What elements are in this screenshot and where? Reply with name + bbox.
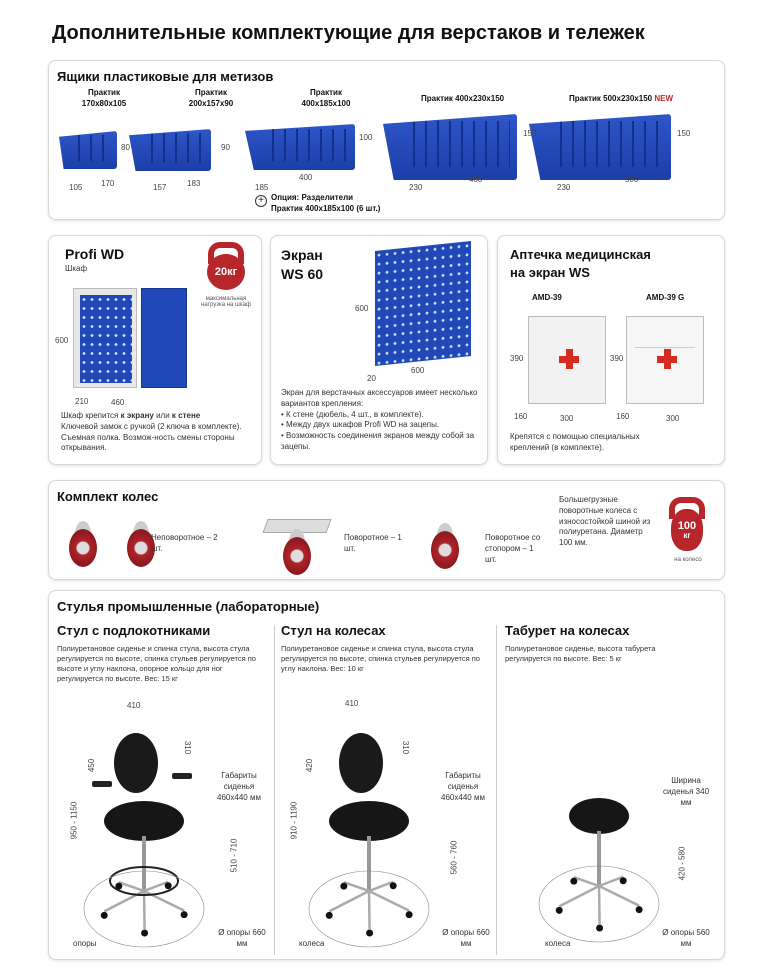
- aid-cabinet-image: [528, 316, 606, 404]
- chair-leg: [344, 882, 369, 891]
- wheels-heading: Комплект колес: [57, 489, 159, 504]
- dim-label: 300: [666, 414, 680, 423]
- dim-label: 390: [610, 354, 624, 363]
- chair-title: Стул с подлокотниками: [57, 623, 211, 638]
- wheel-image: [431, 531, 459, 569]
- swivel-plate: [262, 519, 331, 533]
- profi-subtitle: Шкаф: [65, 264, 88, 273]
- dim-label: 160: [616, 412, 630, 421]
- base-label: Ø опоры 660 мм: [218, 928, 266, 948]
- chair-caster: [596, 924, 603, 931]
- dim-label: 80: [121, 143, 130, 152]
- dim-label: 400: [469, 175, 483, 184]
- dim-label: 420 - 580: [677, 846, 687, 881]
- bottom-label: колеса: [299, 939, 325, 948]
- chair-caster: [570, 878, 577, 885]
- dim-label: 230: [557, 183, 571, 192]
- dim-label: 600: [411, 366, 425, 375]
- chair-leg: [599, 886, 639, 906]
- chair-leg: [144, 882, 168, 891]
- chair-desc: Полиуретановое сиденье и спинка стула, высота стула регулируется по высоте, спинка стульев регулируется по углу наклона. Вес: 10 кг: [281, 644, 480, 674]
- dim-label: 150: [677, 129, 691, 138]
- bin-image: [59, 131, 117, 169]
- base-label: Ø опоры 560 мм: [662, 928, 710, 948]
- bin-label: Практик 400x230x150: [421, 94, 505, 103]
- dim-label: 460: [111, 398, 125, 407]
- bin-image: [383, 114, 517, 180]
- kettlebell-icon: 20кг: [207, 254, 245, 290]
- seat-label: Ширина сиденья 340 мм: [662, 776, 710, 807]
- bin-label: Практик 500x230x150 NEW: [569, 94, 673, 103]
- chair-caster: [181, 911, 188, 918]
- chair-caster: [390, 882, 397, 889]
- dim-label: 950 - 1150: [69, 801, 79, 840]
- bin-image: [245, 124, 355, 170]
- profi-desc: Шкаф крепится к экрану или к стене Ключевой замок с ручкой (2 ключа в комплекте). Съемная полка. Возмож-ность смены стороны открывания.: [61, 411, 242, 453]
- chair-leg: [369, 891, 409, 911]
- bottom-label: опоры: [73, 939, 97, 948]
- chair-leg: [329, 891, 369, 911]
- cabinet-image: [73, 288, 137, 388]
- dim-label: 310: [401, 740, 411, 755]
- profi-title: Profi WD: [65, 246, 125, 262]
- aid-desc: Крепятся с помощью специальных креплений (в комплекте).: [510, 432, 640, 452]
- chair-leg: [369, 891, 370, 929]
- dim-label: 210: [75, 397, 89, 406]
- wheel-image: [283, 537, 311, 575]
- bin-label: Практик 200x157x90: [188, 88, 234, 109]
- model-label: AMD-39 G: [646, 293, 685, 302]
- chair-title: Стул на колесах: [281, 623, 386, 638]
- bin-label: Практик 400x185x100: [301, 88, 351, 109]
- screen-desc: Экран для верстачных аксессуаров имеет несколько вариантов крепления: • К стене (дюбель, 4 шт., в комплекте). • Между двух шкафов Profi WD на зацепы. • Возможность соединения экранов между собой за зацепы.: [281, 388, 478, 451]
- dim-label: 170: [101, 179, 115, 188]
- chair-leg: [599, 886, 600, 924]
- pegboard-image: [375, 241, 471, 366]
- aid-title: Аптечка медицинская: [510, 247, 651, 262]
- base-label: Ø опоры 660 мм: [442, 928, 490, 948]
- armrest: [172, 773, 192, 779]
- chair-caster: [366, 929, 373, 936]
- wheel-label: Неповоротное – 2 шт.: [151, 533, 218, 553]
- chair-leg: [559, 886, 599, 906]
- bin-image: [129, 129, 211, 171]
- bin-image: [529, 114, 671, 180]
- chairs-heading: Стулья промышленные (лабораторные): [57, 599, 320, 614]
- dim-label: 450: [87, 758, 97, 773]
- dim-label: 157: [153, 183, 167, 192]
- dim-label: 560 - 760: [449, 840, 459, 875]
- bottom-label: колеса: [545, 939, 571, 948]
- screen-model: WS 60: [281, 265, 324, 282]
- kettlebell-icon: 100 кг: [671, 509, 703, 551]
- wheel-image: [69, 529, 97, 567]
- stool-title: Табурет на колесах: [505, 623, 630, 638]
- dim-label: 185: [255, 183, 269, 192]
- bin-label: Практик 170x80x105: [81, 88, 127, 109]
- dim-label: 20: [367, 374, 376, 383]
- chair-caster: [406, 911, 413, 918]
- dim-label: 600: [355, 304, 369, 313]
- bins-heading: Ящики пластиковые для метизов: [57, 69, 274, 84]
- dim-label: 300: [560, 414, 574, 423]
- dim-label: 510 - 710: [229, 838, 239, 873]
- plus-icon: +: [255, 195, 267, 207]
- chair-desc: Полиуретановое сиденье и спинка стула, высота стула регулируется по высоте, спинка стульев регулируется по высоте и углу наклона, опорное кольцо для ног регулируется по высоте. Вес: 15 кг: [57, 644, 256, 684]
- bins-card: [48, 60, 725, 220]
- dim-label: 183: [187, 179, 201, 188]
- seat-label: Габариты сиденья 460x440 мм: [217, 771, 261, 802]
- cabinet-door: [141, 288, 187, 388]
- dim-label: 90: [221, 143, 230, 152]
- dim-label: 105: [69, 183, 83, 192]
- wheel-label: Поворотное – 1 шт.: [344, 533, 402, 553]
- chair-leg: [574, 877, 599, 886]
- chair-leg: [119, 882, 144, 891]
- dim-label: 230: [409, 183, 423, 192]
- option-note: Опция: Разделители Практик 400x185x100 (6 шт.): [271, 193, 381, 213]
- chair-leg: [144, 891, 145, 929]
- chair-caster: [340, 883, 347, 890]
- model-label: AMD-39: [532, 293, 562, 302]
- dim-label: 500: [625, 175, 639, 184]
- dim-label: 310: [183, 740, 193, 755]
- dim-label: 390: [510, 354, 524, 363]
- dim-label: 420: [305, 758, 315, 773]
- dim-label: 910 - 1190: [289, 801, 299, 840]
- seat-label: Габариты сиденья 460x440 мм: [441, 771, 485, 802]
- new-badge: NEW: [654, 94, 673, 103]
- chair-caster: [326, 912, 333, 919]
- chair-backrest: [339, 733, 383, 793]
- chair-caster: [636, 906, 643, 913]
- load-note: максимальная нагрузка на шкаф: [201, 296, 251, 308]
- dim-label: 150: [523, 129, 537, 138]
- chair-seat: [569, 798, 629, 834]
- profi-card: [48, 235, 262, 465]
- chair-leg: [369, 882, 393, 891]
- dim-label: 600: [55, 336, 69, 345]
- dim-label: 160: [514, 412, 528, 421]
- dim-label: 410: [345, 699, 359, 708]
- wheel-label: Поворотное со стопором – 1 шт.: [485, 533, 541, 564]
- armrest: [92, 781, 112, 787]
- page-title: Дополнительные комплектующие для верстаков и тележек: [52, 22, 645, 44]
- dim-label: 100: [359, 133, 373, 142]
- load-note: на колесо: [674, 557, 702, 563]
- chair-seat: [329, 801, 409, 841]
- chair-caster: [556, 907, 563, 914]
- chair-seat: [104, 801, 184, 841]
- aid-cabinet-glass-image: [626, 316, 704, 404]
- chair-caster: [141, 929, 148, 936]
- wheels-card: [48, 480, 725, 580]
- chair-caster: [101, 912, 108, 919]
- chair-caster: [165, 882, 172, 889]
- screen-title: Экран: [281, 247, 323, 263]
- first-aid-card: Аптечка медицинская на экран WS AMD-39 AMD-39 G 390 390 160 300 160 300 Крепятся с помощью специальных креплений (в комплекте).: [497, 235, 725, 465]
- chair-backrest: [114, 733, 158, 793]
- dim-label: 410: [127, 701, 141, 710]
- screen-card: [270, 235, 488, 465]
- dim-label: 400: [299, 173, 313, 182]
- stool-desc: Полиуретановое сиденье, высота табурета регулируется по высоте. Вес: 5 кг: [505, 644, 656, 664]
- chair-caster: [620, 877, 627, 884]
- wheels-desc: Большегрузные поворотные колеса с износостойкой шиной из полиуретана. Диаметр 100 мм.: [559, 495, 651, 548]
- chairs-card: [48, 590, 725, 960]
- chair-leg: [599, 877, 623, 886]
